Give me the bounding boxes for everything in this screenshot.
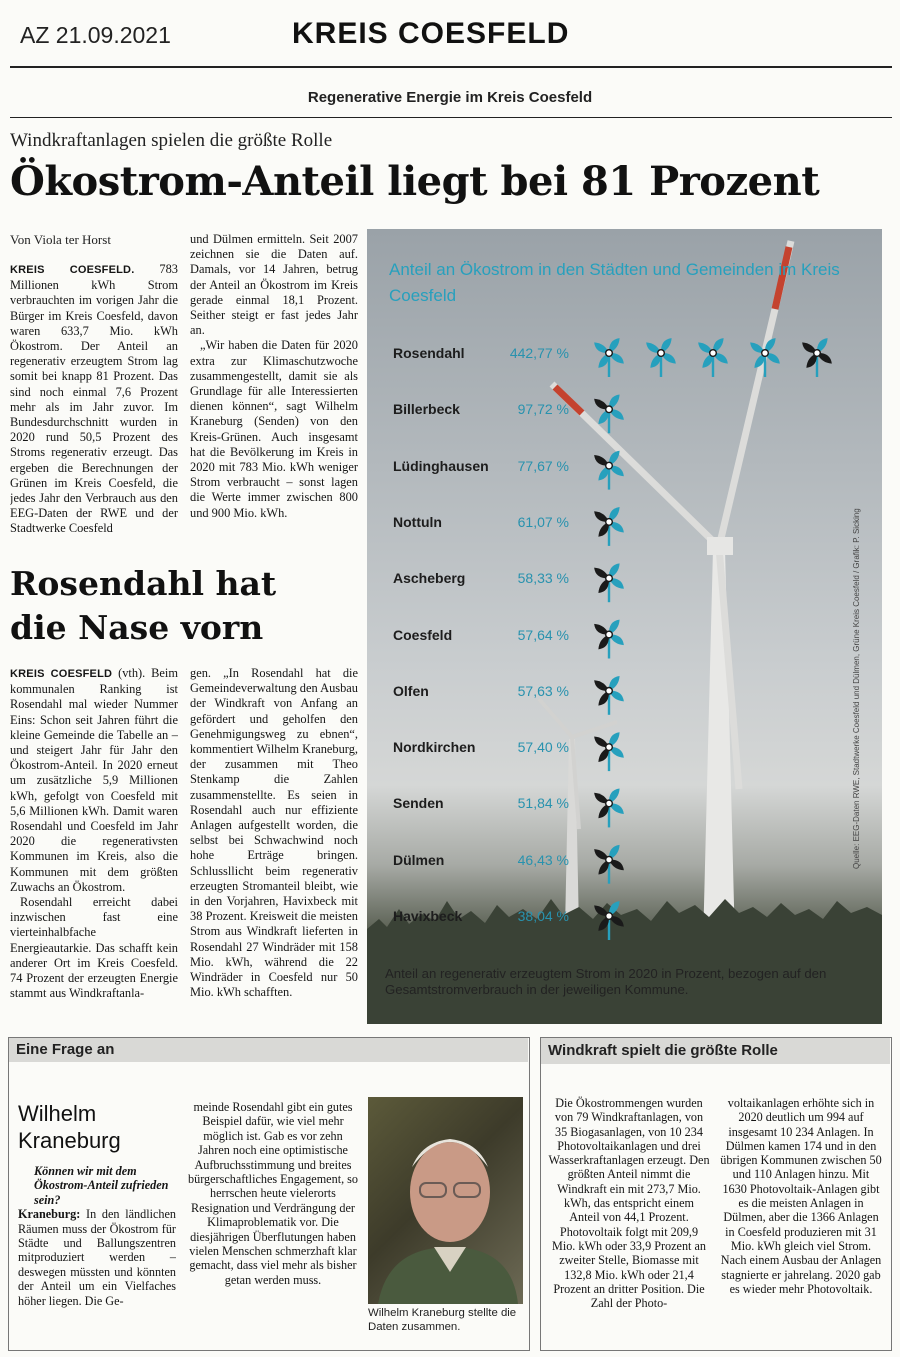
chart-panel bbox=[367, 229, 882, 1024]
pinwheel-icon bbox=[592, 787, 626, 828]
interview-answer-lead: Kraneburg: bbox=[18, 1207, 81, 1222]
wind-body-1: Die Ökostrommengen wurden von 79 Windkraftanlagen, von 35 Biogasanlagen, von 10 234 Photovoltaikanlagen und drei Wasserkraftanlagen erzeugt. Den größten Anteil nimmt die Windkraft ein mit 273,7 Mio. kWh, das entspricht einem Anteil von 44,1 Prozent. Photovoltaik folgt mit 209,9 Mio. kWh oder 33,9 Prozent an zweiter Stelle, Biomasse mit 132,8 Mio. kWh oder 21,4 Prozent an dritter Position. Die Zahl der Photo- bbox=[548, 1096, 710, 1311]
interview-name bbox=[18, 1100, 121, 1154]
headline-2 bbox=[10, 562, 276, 650]
kicker: Windkraftanlagen spielen die größte Rolle bbox=[10, 130, 333, 151]
article2-body-1b: Rosendahl erreicht dabei inzwischen fast eine vierteinhalbfache Energieautarkie. Das schafft kein anderer Ort im Kreis Coesfeld. 74 Prozent der erzeugten Energie stammt aus Windkraftanla- bbox=[10, 895, 178, 1001]
chart-row-value: 442,77 % bbox=[509, 345, 569, 361]
dateline: KREIS COESFELD. bbox=[10, 264, 135, 276]
article-col-2 bbox=[190, 232, 358, 544]
pinwheel-icon bbox=[592, 843, 626, 884]
byline: Von Viola ter Horst bbox=[10, 232, 111, 247]
interview-answer-1: In den ländlichen Räumen muss der Ökostrom für Städte und Ballungszentren mitproduziert werden – deswegen müssten und könnten der Anteil um ein Vielfaches höher liegen. Die Ge- bbox=[18, 1207, 176, 1308]
dateline-2: KREIS COESFELD bbox=[10, 668, 113, 680]
article-col-1 bbox=[10, 262, 178, 544]
wind-body-2: voltaikanlagen erhöhte sich in 2020 deutlich um 994 auf insgesamt 10 234 Anlagen. In Dülmen kamen 174 und in den übrigen Kommunen zwischen 50 und 110 Anlagen hinzu. Mit 1630 Photovoltaik-Anlagen gibt es die meisten Anlagen in Dülmen, aber die 1366 Anlagen in Coesfeld produzieren mit 31 Mio. kWh gleich viel Strom. Nach einem Ausbau der Anlagen stagnierte er jahrelang. 2020 gab es wieder mehr Photovoltaik. bbox=[720, 1096, 882, 1296]
article2-col-1 bbox=[10, 666, 178, 1022]
chart-row-value: 57,63 % bbox=[517, 682, 569, 699]
portrait-photo bbox=[368, 1097, 523, 1304]
interview-col-1 bbox=[18, 1164, 176, 1344]
chart-row-label: Lüdinghausen bbox=[393, 457, 489, 474]
chart-row-value: 77,67 % bbox=[517, 457, 569, 474]
article-body-2b: „Wir haben die Daten für 2020 extra zur Klimaschutzwoche zusammengestellt, damit sie als Grundlage für alle Interessierten dienen können“, sagt Wilhelm Kraneburg (Senden) von den Kreis-Grünen. Auch insgesamt hat die Bevölkerung im Kreis in 2020 mit 783 Mio. kWh weniger Strom verbraucht – sonst lagen die Werte immer zwischen 800 und 900 Mio. kWh. bbox=[190, 338, 358, 520]
chart-row-value: 57,40 % bbox=[517, 739, 569, 756]
article-body-2a: und Dülmen ermitteln. Seit 2007 zeichnen sie die Daten auf. Damals, vor 14 Jahren, betrug der Anteil an Ökostrom im Kreis gerade einmal 18,1 Prozent. Seither steigt er fast jedes Jahr an. bbox=[190, 232, 358, 338]
chart-row-label: Olfen bbox=[393, 682, 429, 699]
interview-answer-2: meinde Rosendahl gibt ein gutes Beispiel dafür, wie viel mehr möglich ist. Gab es vor zehn Jahren noch eine optimistische Aufbruchsstimmung und breites bürgerschaftliches Engagement, so herrschen heute vielerorts Resignation und Verdrängung der Klimaproblematik vor. Die diesjährigen Überflutungen haben vielen Menschen schmerzhaft klar gemacht, dass viel mehr als bisher getan werden muss. bbox=[188, 1100, 358, 1287]
interview-box-title: Eine Frage an bbox=[16, 1041, 115, 1058]
pinwheel-icon bbox=[800, 336, 834, 377]
header-rule bbox=[10, 66, 892, 68]
interview-col-2 bbox=[188, 1100, 358, 1340]
chart-row-value: 97,72 % bbox=[517, 401, 569, 418]
photo-caption: Wilhelm Kraneburg stellte die Daten zusammen. bbox=[368, 1307, 517, 1333]
pinwheel-icon bbox=[592, 505, 626, 546]
chart-row-label: Coesfeld bbox=[393, 626, 453, 643]
chart-row-label: Nottuln bbox=[393, 513, 442, 530]
issue-date: AZ 21.09.2021 bbox=[20, 22, 171, 48]
theme-rule bbox=[10, 117, 892, 118]
chart-row-value: 57,64 % bbox=[517, 626, 569, 643]
wind-col-1 bbox=[548, 1096, 710, 1346]
interview-name-line-2: Kraneburg bbox=[18, 1128, 121, 1153]
chart-row-label: Ascheberg bbox=[393, 570, 466, 587]
chart-row-label: Rosendahl bbox=[393, 345, 465, 361]
chart-title: Anteil an Ökostrom in den Städten und Gemeinden im Kreis Coesfeld bbox=[389, 260, 840, 305]
pinwheel-icon bbox=[592, 618, 626, 659]
pinwheel-icon bbox=[592, 730, 626, 771]
chart-row-value: 58,33 % bbox=[517, 570, 569, 587]
headline: Ökostrom-Anteil liegt bei 81 Prozent bbox=[10, 158, 820, 205]
chart-row-label: Havixbeck bbox=[393, 908, 463, 924]
chart-row-label: Billerbeck bbox=[393, 401, 460, 418]
chart-row-value: 46,43 % bbox=[517, 851, 569, 868]
pinwheel-icon bbox=[696, 336, 730, 377]
chart-row-label: Nordkirchen bbox=[393, 739, 476, 756]
interview-question: Können wir mit dem Ökostrom-Anteil zufrieden sein? bbox=[34, 1164, 169, 1207]
headline-2-line-1: Rosendahl hat bbox=[10, 564, 277, 603]
pinwheel-icon bbox=[644, 336, 678, 377]
pinwheel-icon bbox=[592, 336, 626, 377]
chart-source: Quelle: EEG-Daten RWE, Stadtwerke Coesfeld und Dülmen, Grüne Kreis Coesfeld / Grafik: P. Sicking bbox=[852, 508, 861, 869]
wind-col-2 bbox=[720, 1096, 882, 1346]
article2-body-2: gen. „In Rosendahl hat die Gemeindeverwaltung den Ausbau der Windkraft von Anfang an gefördert und geholfen den Genehmigungsweg zu ebnen“, kommentiert Wilhelm Kraneburg, der zusammen mit Theo Stenkamp die Zahlen zusammenstellte. Es seien in Rosendahl auch nur effiziente Anlagen aufgestellt worden, die selbst bei Schwachwind noch hohe Erträge bringen. Schlussllicht beim regenerativ erzeugten Stromanteil bleibt, wie in den Vorjahren, Havixbeck mit 38 Prozent. Kreisweit die meisten Strom aus Windkraft lieferten in Rosendahl 27 Windräder mit 158 Mio. kWh, während die 22 Windräder in Coesfeld nur 50 Mio. kWh schafften. bbox=[190, 666, 358, 1000]
theme-title: Regenerative Energie im Kreis Coesfeld bbox=[307, 89, 593, 106]
chart-row-label: Senden bbox=[393, 795, 444, 812]
interview-name-line-1: Wilhelm bbox=[18, 1101, 97, 1126]
wind-box-title: Windkraft spielt die größte Rolle bbox=[548, 1042, 778, 1059]
pinwheel-icon bbox=[592, 674, 626, 715]
article2-body-1a: (vth). Beim kommunalen Ranking ist Rosendahl mal wieder Nummer Eins: Schon seit Jahren führt die kleine Gemeinde die Tabelle an – und steigert Jahr für Jahr den Ökostrom-Anteil. In 2020 erneut um zusätzliche 5,9 Millionen kWh, gefolgt von Coesfeld mit 5,6 Millionen kWh. Damit waren Rosendahl und Coesfeld im Jahr 2020 die regenerativsten Kommunen im Kreis, also die Kommunen mit dem größten Zuwachs an Ökostrom. bbox=[10, 666, 178, 894]
chart-note: Anteil an regenerativ erzeugtem Strom in 2020 in Prozent, bezogen auf den Gesamtstromverbrauch in der jeweiligen Kommune. bbox=[385, 966, 827, 997]
article-body-1: 783 Millionen kWh Strom verbrauchten im vorigen Jahr die Bürger im Kreis Coesfeld, davon waren 633,7 Mio. kWh Ökostrom. Der Anteil an regenerativ erzeugtem Strom lag somit bei knapp 81 Prozent. Das sind noch einmal 7,6 Prozent mehr als im Jahr zuvor. Im Bundesdurchschnitt wurden in 2020 rund 50,5 Prozent des Stroms regenerativ erzeugt. Das ergeben die Berechnungen der Grünen im Kreis Coesfeld, die jedes Jahr den Verbrauch aus den EEG-Daten der RWE und der Stadtwerke Coesfeld bbox=[10, 262, 178, 536]
chart-row-value: 51,84 % bbox=[517, 795, 569, 812]
chart-row-label: Dülmen bbox=[393, 851, 445, 868]
pinwheel-icon bbox=[592, 561, 626, 602]
chart-row-value: 61,07 % bbox=[517, 513, 569, 530]
section-title: KREIS COESFELD bbox=[292, 17, 570, 50]
chart-row-value: 38,04 % bbox=[517, 908, 569, 924]
headline-2-line-2: die Nase vorn bbox=[10, 608, 264, 647]
article2-col-2 bbox=[190, 666, 358, 1022]
